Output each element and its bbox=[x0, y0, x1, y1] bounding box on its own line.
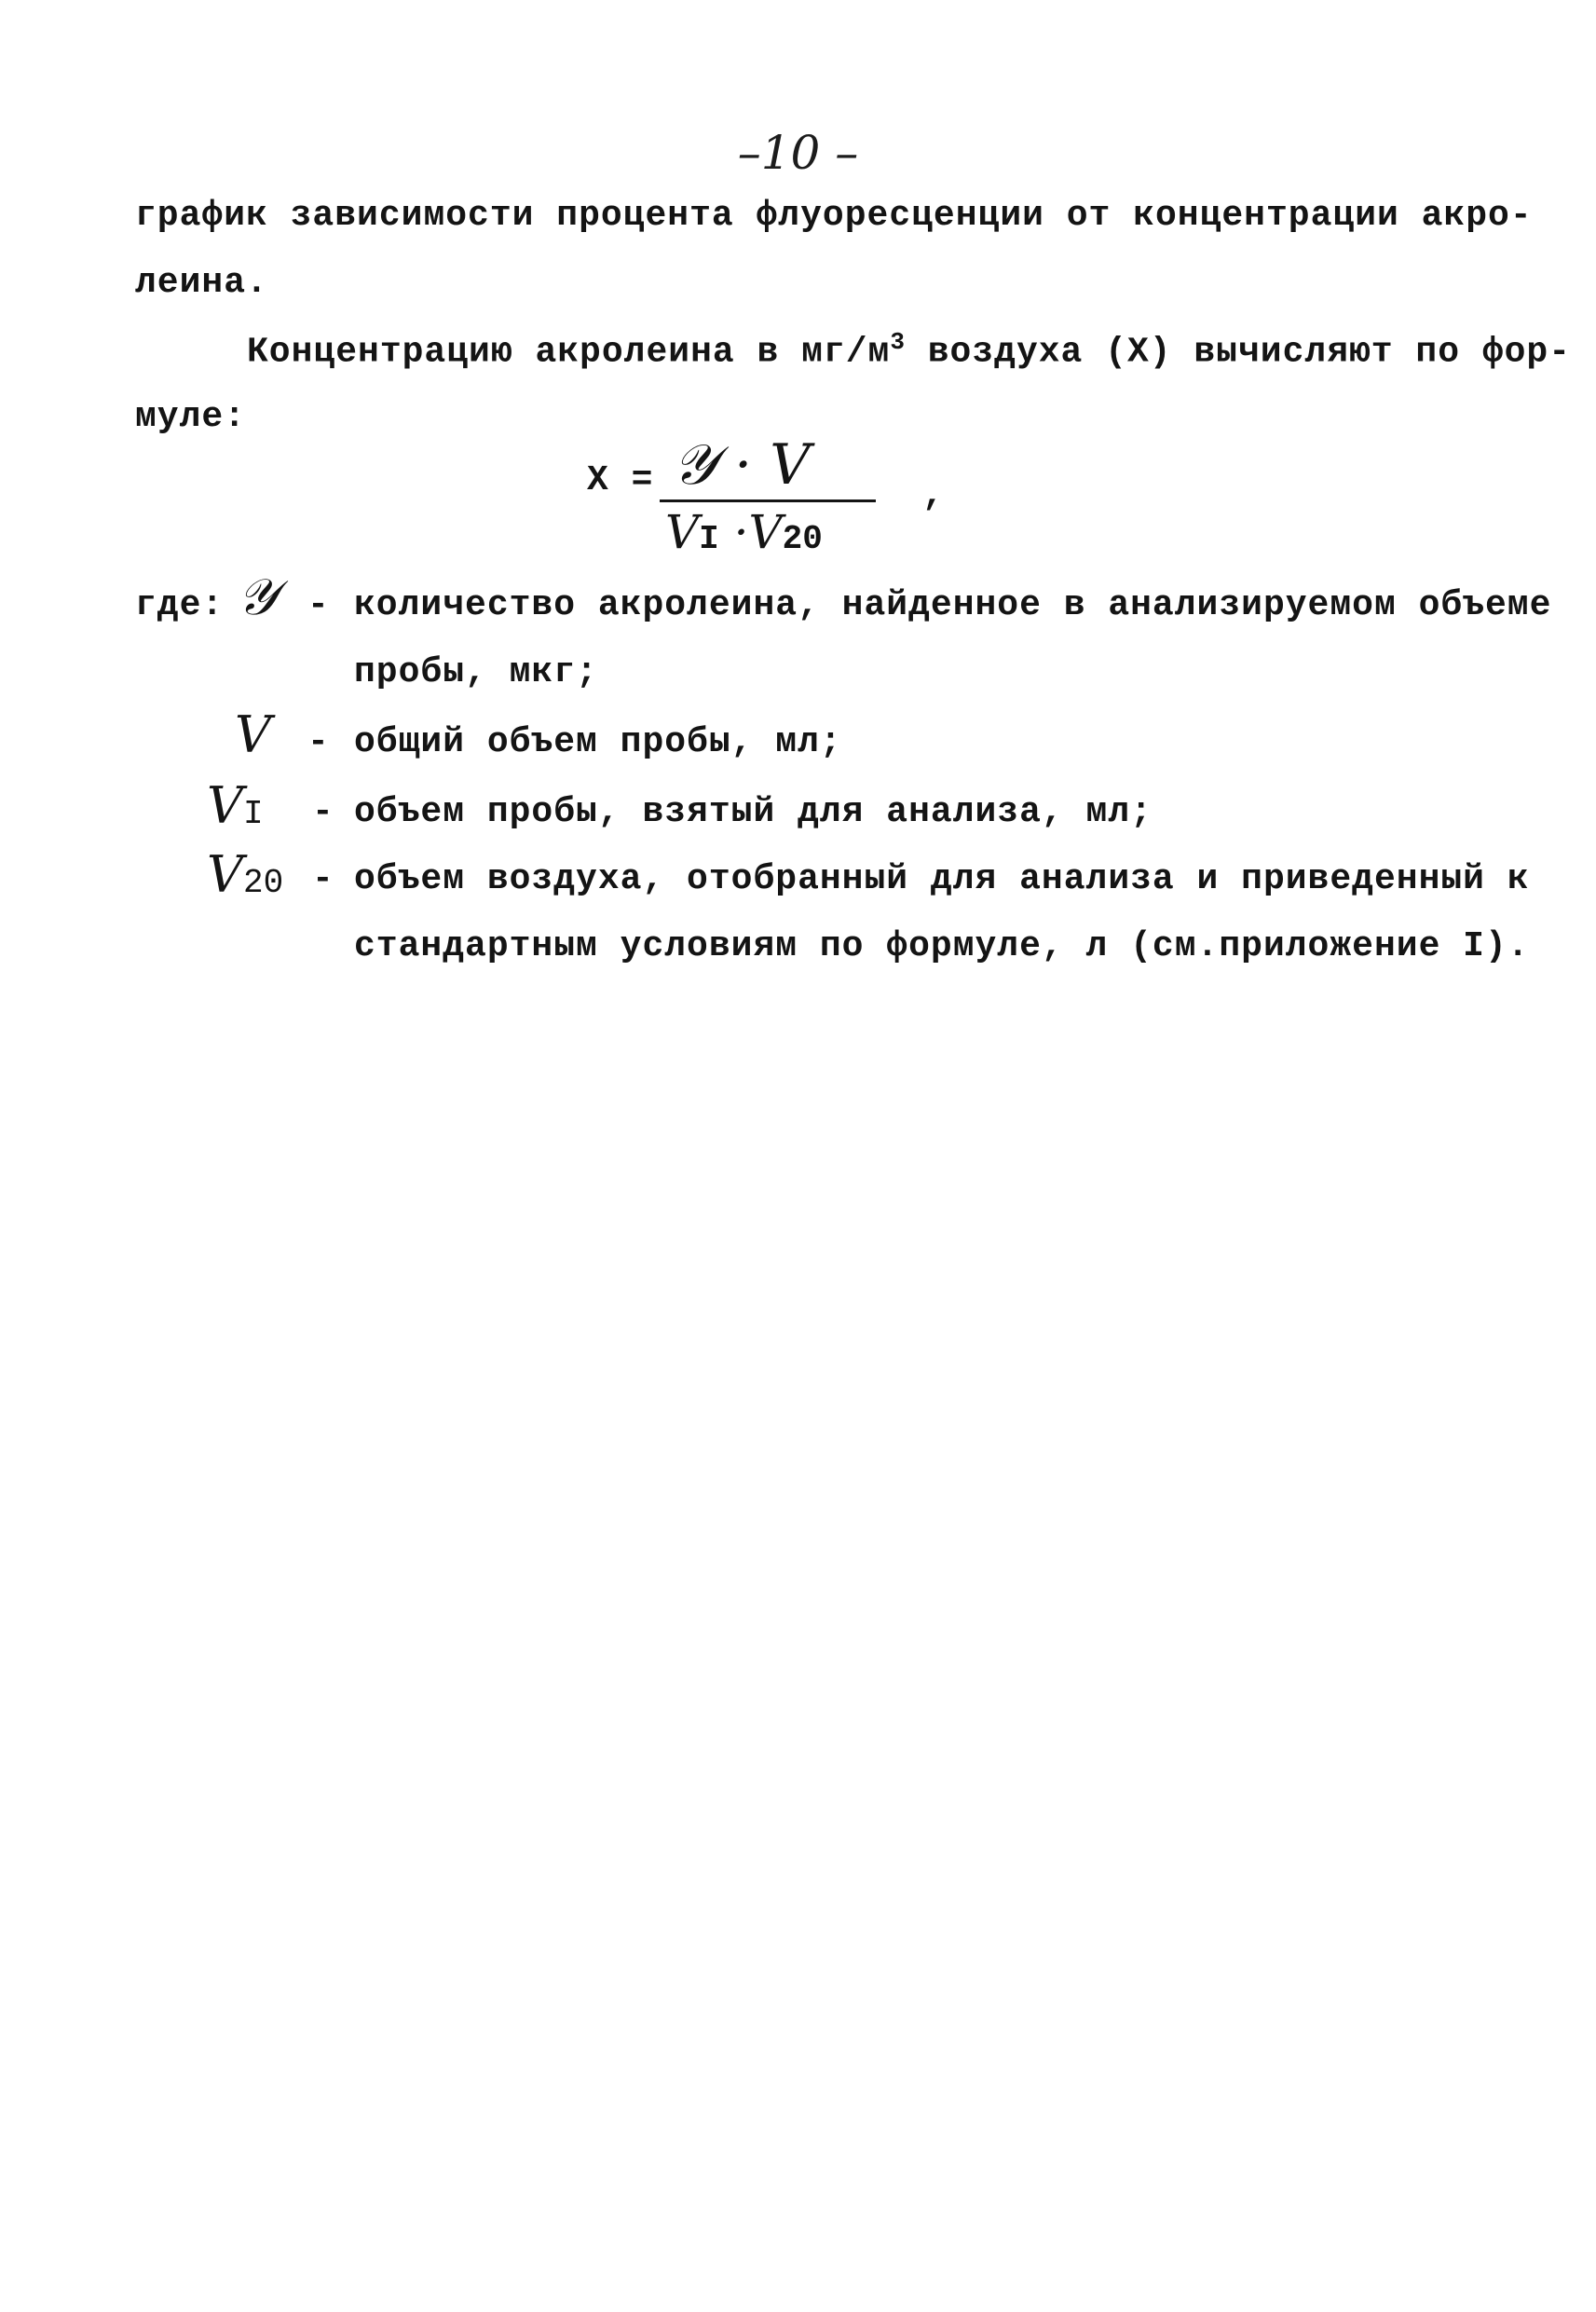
formula-denominator bbox=[665, 503, 823, 568]
formula-trailing-comma: , bbox=[922, 475, 945, 515]
legend-intro: где: bbox=[135, 585, 225, 625]
legend-text-v20-line-2: стандартным условиям по формуле, л (см.приложение I). bbox=[354, 926, 1530, 966]
denominator-dot-v: ·V bbox=[718, 505, 783, 559]
paragraph-1-line-2: леина. bbox=[135, 263, 268, 303]
legend-dash: - bbox=[307, 722, 330, 762]
legend-text-v1: объем пробы, взятый для анализа, мл; bbox=[354, 792, 1153, 832]
formula-numerator: 𝒴 · V bbox=[673, 432, 811, 498]
paragraph-2-line-2: муле: bbox=[135, 397, 247, 437]
fraction-line bbox=[660, 499, 876, 502]
paragraph-1-line-1: график зависимости процента флуоресценции от концентрации акро- bbox=[135, 196, 1533, 236]
legend-symbol-v: V bbox=[235, 705, 271, 764]
legend-text-v: общий объем пробы, мл; bbox=[354, 722, 842, 762]
legend-symbol-v1-base: V bbox=[207, 776, 243, 835]
legend-text-y-line-1: количество акролеина, найденное в анализируемом объеме bbox=[354, 585, 1552, 625]
paragraph-2-text-start: Концентрацию акролеина в мг/м bbox=[247, 332, 891, 373]
legend-text-v20-line-1: объем воздуха, отобранный для анализа и приведенный к bbox=[354, 859, 1530, 899]
denominator-v: V bbox=[665, 505, 700, 559]
legend-dash: - bbox=[312, 792, 334, 832]
legend-symbol-v20-sub: 20 bbox=[243, 864, 284, 902]
formula bbox=[587, 432, 978, 568]
paragraph-2-line-1 bbox=[247, 328, 1571, 373]
page-number: –10 – bbox=[737, 126, 859, 180]
legend-symbol-v1-sub: I bbox=[243, 795, 264, 833]
legend-symbol-v1 bbox=[207, 776, 264, 840]
legend-symbol-v20 bbox=[207, 845, 284, 909]
legend-dash: - bbox=[307, 585, 330, 625]
legend-dash: - bbox=[312, 859, 334, 899]
superscript-3: 3 bbox=[890, 328, 906, 356]
paragraph-2-text-end: воздуха (Х) вычисляют по фор- bbox=[905, 332, 1572, 373]
denominator-sub-20: 20 bbox=[782, 520, 823, 558]
legend-symbol-v20-base: V bbox=[207, 845, 243, 904]
formula-lhs: Х = bbox=[587, 460, 654, 500]
legend-symbol-y: 𝒴 bbox=[238, 568, 278, 626]
legend-text-y-line-2: пробы, мкг; bbox=[354, 652, 598, 692]
denominator-sub-1: I bbox=[699, 520, 719, 558]
